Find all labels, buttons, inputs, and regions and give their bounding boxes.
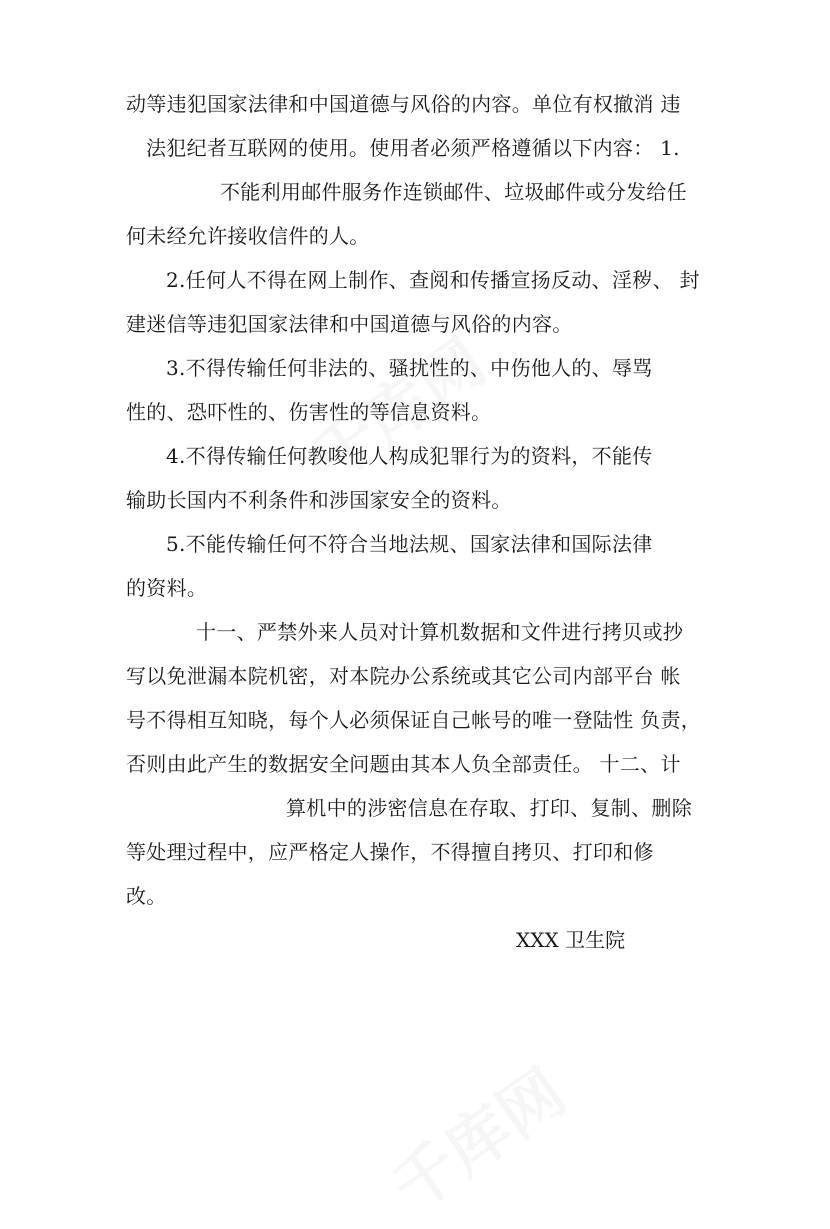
signature: XXX 卫生院 [516,928,626,952]
paragraph-line: 的资料。 [126,576,208,600]
watermark [371,1043,581,1228]
paragraph-line: 否则由此产生的数据安全问题由其本人负全部责任。 十二、计 [126,752,681,776]
paragraph-line: 5.不能传输任何不符合当地法规、国家法律和国际法律 [166,532,653,556]
paragraph-line: 改。 [126,884,167,908]
paragraph-line: 十一、严禁外来人员对计算机数据和文件进行拷贝或抄 [196,620,684,644]
paragraph-line: 性的、恐吓性的、伤害性的等信息资料。 [126,400,492,424]
paragraph-line: 3.不得传输任何非法的、骚扰性的、中伤他人的、辱骂 [166,356,653,380]
paragraph-line: 号不得相互知晓，每个人必须保证自己帐号的唯一登陆性 负责， [126,708,702,732]
paragraph-line: 2.任何人不得在网上制作、查阅和传播宣扬反动、淫秽、 封 [166,268,700,292]
paragraph-line: 4.不得传输任何教唆他人构成犯罪行为的资料，不能传 [166,444,653,468]
paragraph-line: 不能利用邮件服务作连锁邮件、垃圾邮件或分发给任 [220,180,687,204]
paragraph-line: 建迷信等违犯国家法律和中国道德与风俗的内容。 [126,312,573,336]
paragraph-line: 写以免泄漏本院机密，对本院办公系统或其它公司内部平台 帐 [126,664,681,688]
paragraph-line: 等处理过程中，应严格定人操作，不得擅自拷贝、打印和修 [126,840,654,864]
paragraph-line: 动等违犯国家法律和中国道德与风俗的内容。单位有权撤消 违 [126,92,681,116]
paragraph-line: 法犯纪者互联网的使用。使用者必须严格遵循以下内容： 1. [146,136,680,160]
paragraph-line: 何未经允许接收信件的人。 [126,224,370,248]
paragraph-line: 算机中的涉密信息在存取、打印、复制、删除 [286,796,692,820]
paragraph-line: 输助长国内不利条件和涉国家安全的资料。 [126,488,512,512]
